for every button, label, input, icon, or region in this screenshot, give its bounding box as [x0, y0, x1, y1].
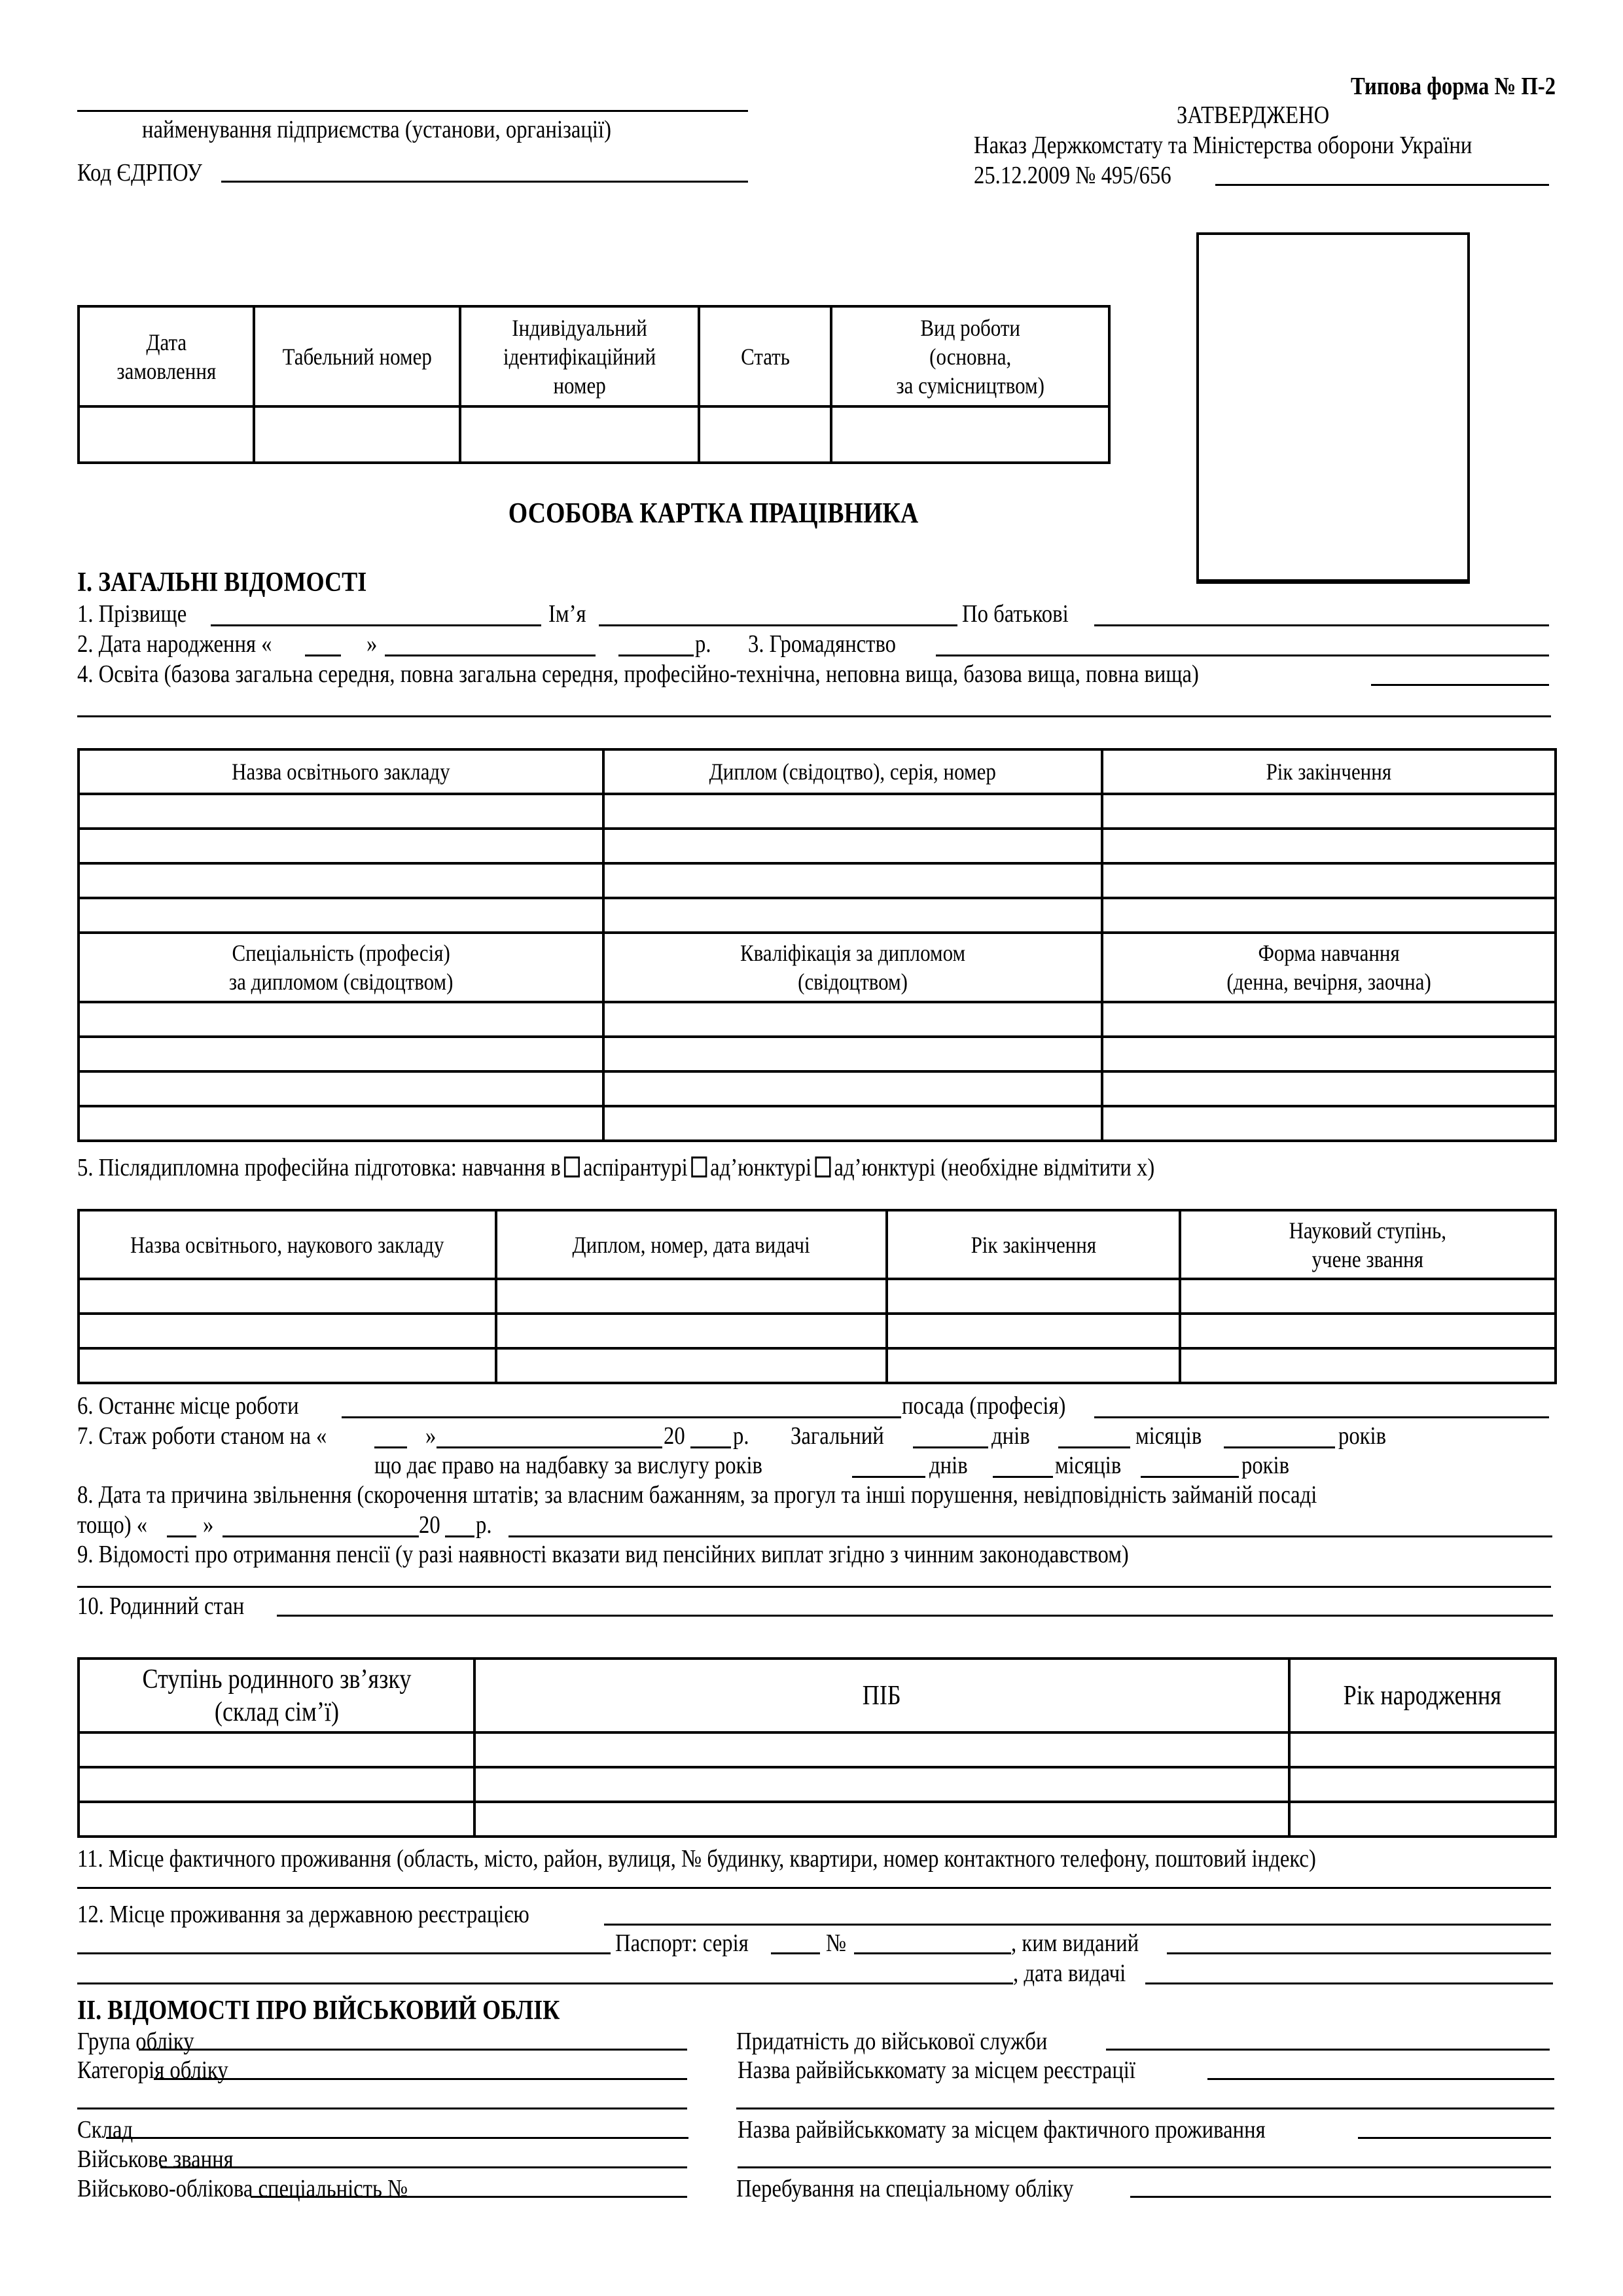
- col-study-form: Форма навчання (денна, вечірня, заочна): [1102, 933, 1556, 1002]
- order-text: Наказ Держкомстату та Міністерства оборони України: [974, 132, 1472, 159]
- birth-year-field[interactable]: [618, 655, 694, 656]
- table-row: [79, 1071, 1556, 1106]
- table-cell[interactable]: [496, 1314, 887, 1348]
- family-status-field[interactable]: [277, 1615, 1553, 1617]
- order-date-cell[interactable]: [79, 406, 254, 463]
- actual-office-label: Назва райвійськкомату за місцем фактичного проживання: [738, 2116, 1266, 2144]
- bonus-days-field[interactable]: [852, 1476, 925, 1478]
- surname-field[interactable]: [211, 624, 541, 626]
- table-row: [79, 1002, 1556, 1037]
- aspirantura-label: аспірантурі: [583, 1154, 688, 1181]
- seniority-day-field[interactable]: [374, 1446, 407, 1448]
- dismissal-day-field[interactable]: [167, 1535, 196, 1537]
- table-cell[interactable]: [887, 1314, 1180, 1348]
- dismissal-label: 8. Дата та причина звільнення (скорочення штатів; за власним бажанням, за прогул та інші порушення, невідповідність займаній посаді: [77, 1481, 1317, 1509]
- col-tax-id: Індивідуальний ідентифікаційний номер: [460, 306, 699, 406]
- table-cell[interactable]: [1102, 863, 1556, 898]
- table-cell[interactable]: [79, 1314, 496, 1348]
- table-row: [79, 1802, 1556, 1837]
- col-graduation-year: Рік закінчення: [1102, 749, 1556, 794]
- rank-field[interactable]: [160, 2166, 687, 2168]
- table-row: [79, 1106, 1556, 1141]
- col-qualification: Кваліфікація за дипломом (свідоцтвом): [603, 933, 1102, 1002]
- passport-number-field[interactable]: [854, 1952, 1011, 1954]
- table-row: [79, 898, 1556, 933]
- table-cell[interactable]: [603, 898, 1102, 933]
- table-cell[interactable]: [79, 1279, 496, 1314]
- table-cell[interactable]: [1180, 1314, 1556, 1348]
- birth-date-label: 2. Дата народження «: [77, 630, 272, 658]
- rank-label: Військове звання: [77, 2145, 234, 2173]
- col-relationship: Ступінь родинного зв’язку (склад сім’ї): [79, 1659, 474, 1732]
- table-cell[interactable]: [1102, 1071, 1556, 1106]
- postgrad-table: [77, 1209, 1557, 1384]
- family-status-label: 10. Родинний стан: [77, 1592, 245, 1620]
- bonus-label: що дає право на надбавку за вислугу років: [374, 1452, 762, 1479]
- col-order-date: Дата замовлення: [79, 306, 254, 406]
- table-row: [79, 1279, 1556, 1314]
- education-table: [77, 748, 1557, 1142]
- edrpou-field[interactable]: [221, 181, 748, 183]
- total-years-label: років: [1338, 1422, 1387, 1450]
- table-cell[interactable]: [79, 1037, 603, 1071]
- table-cell[interactable]: [887, 1348, 1180, 1383]
- form-type: Типова форма № П-2: [1350, 73, 1556, 100]
- bonus-days-label: днів: [929, 1452, 968, 1479]
- postgrad-label: 5. Післядипломна професійна підготовка: навчання в: [77, 1154, 561, 1181]
- aspirantura-checkbox[interactable]: [564, 1157, 580, 1177]
- table-cell[interactable]: [1289, 1767, 1556, 1802]
- org-name-caption: найменування підприємства (установи, організації): [142, 116, 611, 143]
- position-field[interactable]: [1094, 1416, 1549, 1418]
- table-cell[interactable]: [79, 1767, 474, 1802]
- special-record-label: Перебування на спеціальному обліку: [736, 2175, 1074, 2202]
- section1-heading: І. ЗАГАЛЬНІ ВІДОМОСТІ: [77, 567, 367, 598]
- col-sci-institution: Назва освітнього, наукового закладу: [79, 1210, 496, 1279]
- dismissal-cont-label: тощо) «: [77, 1511, 148, 1539]
- col-sci-year: Рік закінчення: [887, 1210, 1180, 1279]
- last-job-field[interactable]: [342, 1416, 901, 1418]
- dismissal-year-field[interactable]: [445, 1535, 474, 1537]
- col-personnel-number: Табельний номер: [254, 306, 460, 406]
- composition-label: Склад: [77, 2116, 134, 2144]
- col-full-name: ПІБ: [474, 1659, 1289, 1732]
- order-extra-field[interactable]: [1215, 184, 1549, 186]
- photo-placeholder: [1196, 232, 1470, 584]
- table-cell[interactable]: [79, 794, 603, 829]
- birth-day-field[interactable]: [305, 655, 341, 656]
- actual-office-field-line2[interactable]: [738, 2166, 1551, 2168]
- adjunktura-checkbox[interactable]: [691, 1157, 707, 1177]
- bonus-years-field[interactable]: [1141, 1476, 1239, 1478]
- section2-heading: ІІ. ВІДОМОСТІ ПРО ВІЙСЬКОВИЙ ОБЛІК: [77, 1996, 560, 2026]
- category-label: Категорія обліку: [77, 2056, 228, 2084]
- employee-id-table: [77, 305, 1111, 464]
- seniority-twenty: 20: [664, 1422, 685, 1450]
- specialty-label: Військово-облікова спеціальність №: [77, 2175, 408, 2202]
- adjunktura2-checkbox[interactable]: [815, 1157, 830, 1177]
- pension-field[interactable]: [77, 1586, 1551, 1588]
- bonus-months-label: місяців: [1055, 1452, 1122, 1479]
- table-cell[interactable]: [1102, 898, 1556, 933]
- education-label: 4. Освіта (базова загальна середня, повна загальна середня, професійно-технічна, неповна вища, базова вища, повна вища): [77, 660, 1199, 688]
- table-cell[interactable]: [603, 1037, 1102, 1071]
- birth-month-field[interactable]: [385, 655, 596, 656]
- bonus-years-label: років: [1241, 1452, 1290, 1479]
- citizenship-label: 3. Громадянство: [748, 630, 897, 658]
- seniority-label: 7. Стаж роботи станом на «: [77, 1422, 327, 1450]
- pension-label: 9. Відомості про отримання пенсії (у разі наявності вказати вид пенсійних виплат згідно з чинним законодавством): [77, 1541, 1129, 1568]
- table-cell[interactable]: [79, 1732, 474, 1767]
- reg-office-label: Назва райвійськкомату за місцем реєстрації: [738, 2056, 1135, 2084]
- family-table: [77, 1657, 1557, 1838]
- registration-field-line2[interactable]: [77, 1952, 611, 1954]
- table-cell[interactable]: [603, 794, 1102, 829]
- personnel-number-cell[interactable]: [254, 406, 460, 463]
- patronymic-label: По батькові: [962, 600, 1069, 628]
- table-cell[interactable]: [79, 1106, 603, 1141]
- specialty-field[interactable]: [251, 2196, 687, 2198]
- issued-by-field-line2[interactable]: [77, 1982, 1013, 1984]
- col-specialty: Спеціальність (професія) за дипломом (свідоцтвом): [79, 933, 603, 1002]
- residence-label: 11. Місце фактичного проживання (область, місто, район, вулиця, № будинку, квартири, номер контактного телефону, поштовий індекс): [77, 1845, 1316, 1873]
- table-row: [79, 1348, 1556, 1383]
- table-cell[interactable]: [1102, 1002, 1556, 1037]
- col-institution: Назва освітнього закладу: [79, 749, 603, 794]
- table-cell[interactable]: [603, 1071, 1102, 1106]
- table-cell[interactable]: [603, 829, 1102, 863]
- reg-office-field-line2[interactable]: [736, 2108, 1554, 2109]
- page-title: ОСОБОВА КАРТКА ПРАЦІВНИКА: [508, 497, 919, 529]
- edrpou-label: Код ЄДРПОУ: [77, 159, 202, 187]
- col-diploma: Диплом (свідоцтво), серія, номер: [603, 749, 1102, 794]
- patronymic-field[interactable]: [1094, 624, 1549, 626]
- table-cell[interactable]: [79, 1002, 603, 1037]
- dismissal-year-suffix: р.: [476, 1511, 492, 1539]
- table-cell[interactable]: [474, 1732, 1289, 1767]
- actual-office-field[interactable]: [1358, 2137, 1551, 2139]
- table-cell[interactable]: [496, 1348, 887, 1383]
- total-months-field[interactable]: [1058, 1446, 1130, 1448]
- table-cell[interactable]: [1102, 794, 1556, 829]
- seniority-year-field[interactable]: [690, 1446, 731, 1448]
- dismissal-reason-field[interactable]: [508, 1535, 1552, 1537]
- passport-number-label: №: [826, 1929, 847, 1957]
- position-label: посада (професія): [902, 1392, 1066, 1420]
- table-cell[interactable]: [603, 1106, 1102, 1141]
- registration-field[interactable]: [604, 1924, 1551, 1926]
- table-cell[interactable]: [79, 863, 603, 898]
- reg-office-field[interactable]: [1207, 2078, 1554, 2080]
- table-row: [79, 794, 1556, 829]
- issue-date-field[interactable]: [1145, 1982, 1553, 1984]
- adjunktura2-label: ад’юнктурі (необхідне відмітити х): [834, 1154, 1155, 1181]
- table-cell[interactable]: [1102, 829, 1556, 863]
- composition-field[interactable]: [106, 2137, 688, 2139]
- name-label: Ім’я: [548, 600, 586, 628]
- table-row: [79, 1732, 1556, 1767]
- total-label: Загальний: [791, 1422, 884, 1450]
- postgrad-line: [77, 1153, 1154, 1182]
- issued-by-label: , ким виданий: [1011, 1929, 1139, 1957]
- birth-close-quote: »: [366, 630, 378, 658]
- category-field-line2[interactable]: [77, 2108, 687, 2109]
- col-sex: Стать: [699, 306, 831, 406]
- table-cell[interactable]: [887, 1279, 1180, 1314]
- group-field[interactable]: [139, 2049, 687, 2051]
- dismissal-month-field[interactable]: [223, 1535, 419, 1537]
- special-record-field[interactable]: [1130, 2196, 1551, 2198]
- table-cell[interactable]: [1180, 1279, 1556, 1314]
- last-job-label: 6. Останнє місце роботи: [77, 1392, 299, 1420]
- table-cell[interactable]: [603, 1002, 1102, 1037]
- sex-cell[interactable]: [699, 406, 831, 463]
- residence-field[interactable]: [77, 1887, 1551, 1889]
- table-cell[interactable]: [79, 1071, 603, 1106]
- org-name-line[interactable]: [77, 110, 748, 112]
- col-birth-year: Рік народження: [1289, 1659, 1556, 1732]
- total-months-label: місяців: [1135, 1422, 1202, 1450]
- table-cell[interactable]: [1289, 1732, 1556, 1767]
- table-cell[interactable]: [496, 1279, 887, 1314]
- issued-by-field[interactable]: [1167, 1952, 1551, 1954]
- table-cell[interactable]: [79, 898, 603, 933]
- fitness-label: Придатність до військової служби: [736, 2028, 1048, 2055]
- passport-series-field[interactable]: [771, 1952, 820, 1954]
- table-cell[interactable]: [474, 1767, 1289, 1802]
- education-field-line2[interactable]: [77, 715, 1551, 717]
- col-work-type: Вид роботи (основна, за сумісництвом): [831, 306, 1109, 406]
- issue-date-label: , дата видачі: [1013, 1960, 1126, 1987]
- passport-label: Паспорт: серія: [615, 1929, 749, 1957]
- table-cell[interactable]: [79, 1802, 474, 1837]
- adjunktura-label: ад’юнктурі: [710, 1154, 812, 1181]
- table-cell[interactable]: [1102, 1037, 1556, 1071]
- education-field[interactable]: [1371, 684, 1549, 686]
- dismissal-twenty: 20: [419, 1511, 440, 1539]
- name-field[interactable]: [599, 624, 957, 626]
- table-row: [79, 1767, 1556, 1802]
- seniority-year-suffix: р.: [733, 1422, 749, 1450]
- fitness-field[interactable]: [1106, 2049, 1550, 2051]
- bonus-months-field[interactable]: [993, 1476, 1053, 1478]
- table-cell[interactable]: [474, 1802, 1289, 1837]
- table-row: [79, 863, 1556, 898]
- total-years-field[interactable]: [1224, 1446, 1335, 1448]
- total-days-field[interactable]: [913, 1446, 988, 1448]
- surname-label: 1. Прізвище: [77, 600, 187, 628]
- citizenship-field[interactable]: [936, 655, 1549, 656]
- table-cell[interactable]: [79, 1348, 496, 1383]
- table-row: [79, 1314, 1556, 1348]
- table-cell[interactable]: [1289, 1802, 1556, 1837]
- dismissal-close: »: [203, 1511, 214, 1539]
- group-label: Група обліку: [77, 2028, 194, 2055]
- approved-label: ЗАТВЕРДЖЕНО: [1177, 101, 1330, 129]
- tax-id-cell[interactable]: [460, 406, 699, 463]
- table-cell[interactable]: [79, 829, 603, 863]
- seniority-month-field[interactable]: [437, 1446, 662, 1448]
- table-cell[interactable]: [603, 863, 1102, 898]
- birth-year-suffix: р.: [695, 630, 711, 658]
- col-sci-diploma: Диплом, номер, дата видачі: [496, 1210, 887, 1279]
- table-row: [79, 1037, 1556, 1071]
- table-cell[interactable]: [1180, 1348, 1556, 1383]
- table-row: [79, 829, 1556, 863]
- registration-label: 12. Місце проживання за державною реєстрацією: [77, 1901, 529, 1928]
- order-date: 25.12.2009 № 495/656: [974, 162, 1171, 189]
- seniority-close: »: [425, 1422, 437, 1450]
- work-type-cell[interactable]: [831, 406, 1109, 463]
- col-sci-degree: Науковий ступінь, учене звання: [1180, 1210, 1556, 1279]
- table-cell[interactable]: [1102, 1106, 1556, 1141]
- category-field[interactable]: [154, 2078, 687, 2080]
- total-days-label: днів: [991, 1422, 1030, 1450]
